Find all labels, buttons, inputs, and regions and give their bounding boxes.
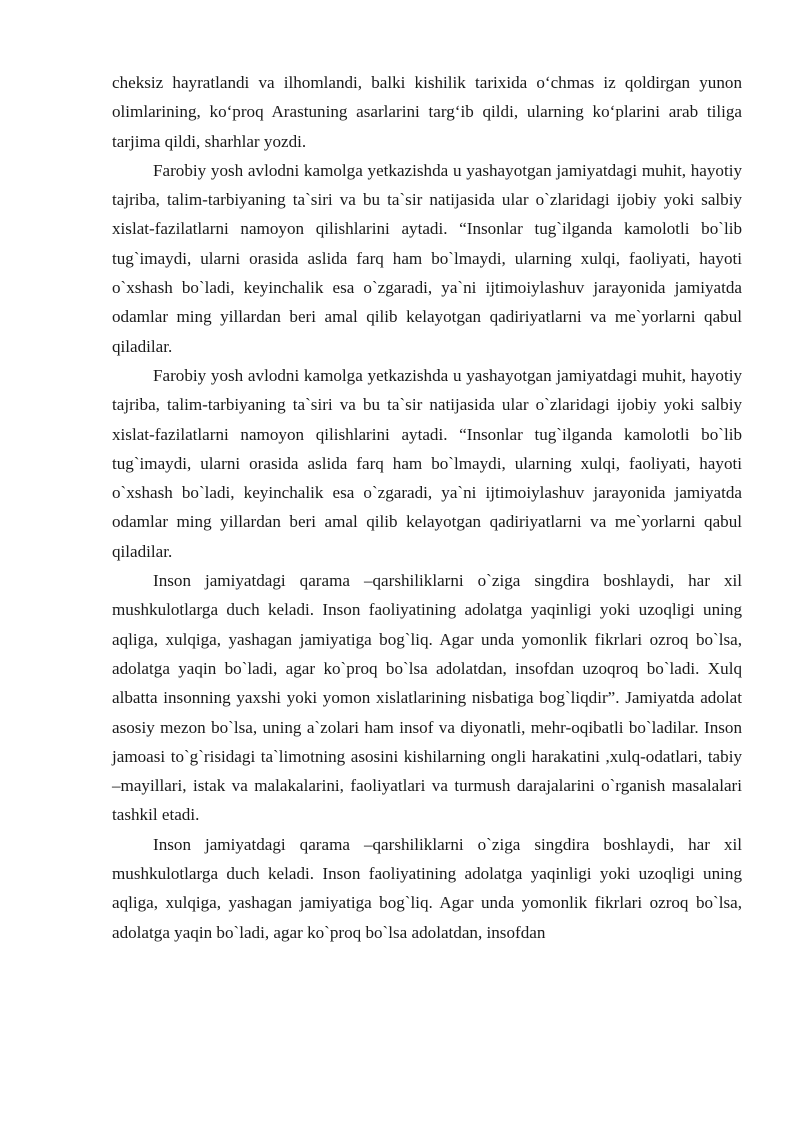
- paragraph-farobiy-2: Farobiy yosh avlodni kamolga yetkazishda u yashayotgan jamiyatdagi muhit, hayotiy tajriba, talim-tarbiyaning ta`siri va bu ta`sir natijasida ular o`zlaridagi ijobiy yoki salbiy xislat-fazilatlarni namoyon qilishlarini aytadi. “Insonlar tug`ilganda kamolotli bo`lib tug`imaydi, ularni orasida aslida farq ham bo`lmaydi, ularning xulqi, faoliyati, hayoti o`xshash bo`ladi, keyinchalik esa o`zgaradi, ya`ni ijtimoiylashuv jarayonida jamiyatda odamlar ming yillardan beri amal qilib kelayotgan qadiriyatlarni va me`yorlarni qabul qiladilar.: [112, 365, 742, 561]
- paragraph-inson-2: Inson jamiyatdagi qarama –qarshiliklarni o`ziga singdira boshlaydi, har xil mushkulotlarga duch keladi. Inson faoliyatining adolatga yaqinligi yoki uzoqligi uning aqliga, xulqiga, yashagan jamiyatiga bog`liq. Agar unda yomonlik fikrlari ozroq bo`lsa, adolatga yaqin bo`ladi, agar ko`proq bo`lsa adolatdan, insofdan: [112, 834, 742, 942]
- paragraph-continuation: cheksiz hayratlandi va ilhomlandi, balki kishilik tarixida o‘chmas iz qoldirgan yunon olimlarining, ko‘proq Arastuning asarlarini targ‘ib qildi, ularning ko‘plarini arab tiliga tarjima qildi, sharhlar yozdi.: [112, 73, 742, 151]
- paragraph-inson-1: Inson jamiyatdagi qarama –qarshiliklarni o`ziga singdira boshlaydi, har xil mushkulotlarga duch keladi. Inson faoliyatining adolatga yaqinligi yoki uzoqligi uning aqliga, xulqiga, yashagan jamiyatiga bog`liq. Agar unda yomonlik fikrlari ozroq bo`lsa, adolatga yaqin bo`ladi, agar ko`proq bo`lsa adolatdan, insofdan uzoqroq bo`ladi. Xulq albatta insonning yaxshi yoki yomon xislatlarining nisbatiga bog`liqdir”. Jamiyatda adolat asosiy mezon bo`lsa, uning a`zolari ham insof va diyonatli, mehr-oqibatli bo`ladilar. Inson jamoasi to`g`risidagi ta`limotning asosini kishilarning ongli harakatini ,xulq-odatlari, tabiy –mayillari, istak va malakalarini, faoliyatlari va turmush darajalarini o`rganish masalalari tashkil etadi.: [112, 571, 742, 825]
- document-body: [112, 68, 742, 947]
- paragraph-farobiy-1: Farobiy yosh avlodni kamolga yetkazishda u yashayotgan jamiyatdagi muhit, hayotiy tajriba, talim-tarbiyaning ta`siri va bu ta`sir natijasida ular o`zlaridagi ijobiy yoki salbiy xislat-fazilatlarni namoyon qilishlarini aytadi. “Insonlar tug`ilganda kamolotli bo`lib tug`imaydi, ularni orasida aslida farq ham bo`lmaydi, ularning xulqi, faoliyati, hayoti o`xshash bo`ladi, keyinchalik esa o`zgaradi, ya`ni ijtimoiylashuv jarayonida jamiyatda odamlar ming yillardan beri amal qilib kelayotgan qadiriyatlarni va me`yorlarni qabul qiladilar.: [112, 160, 742, 356]
